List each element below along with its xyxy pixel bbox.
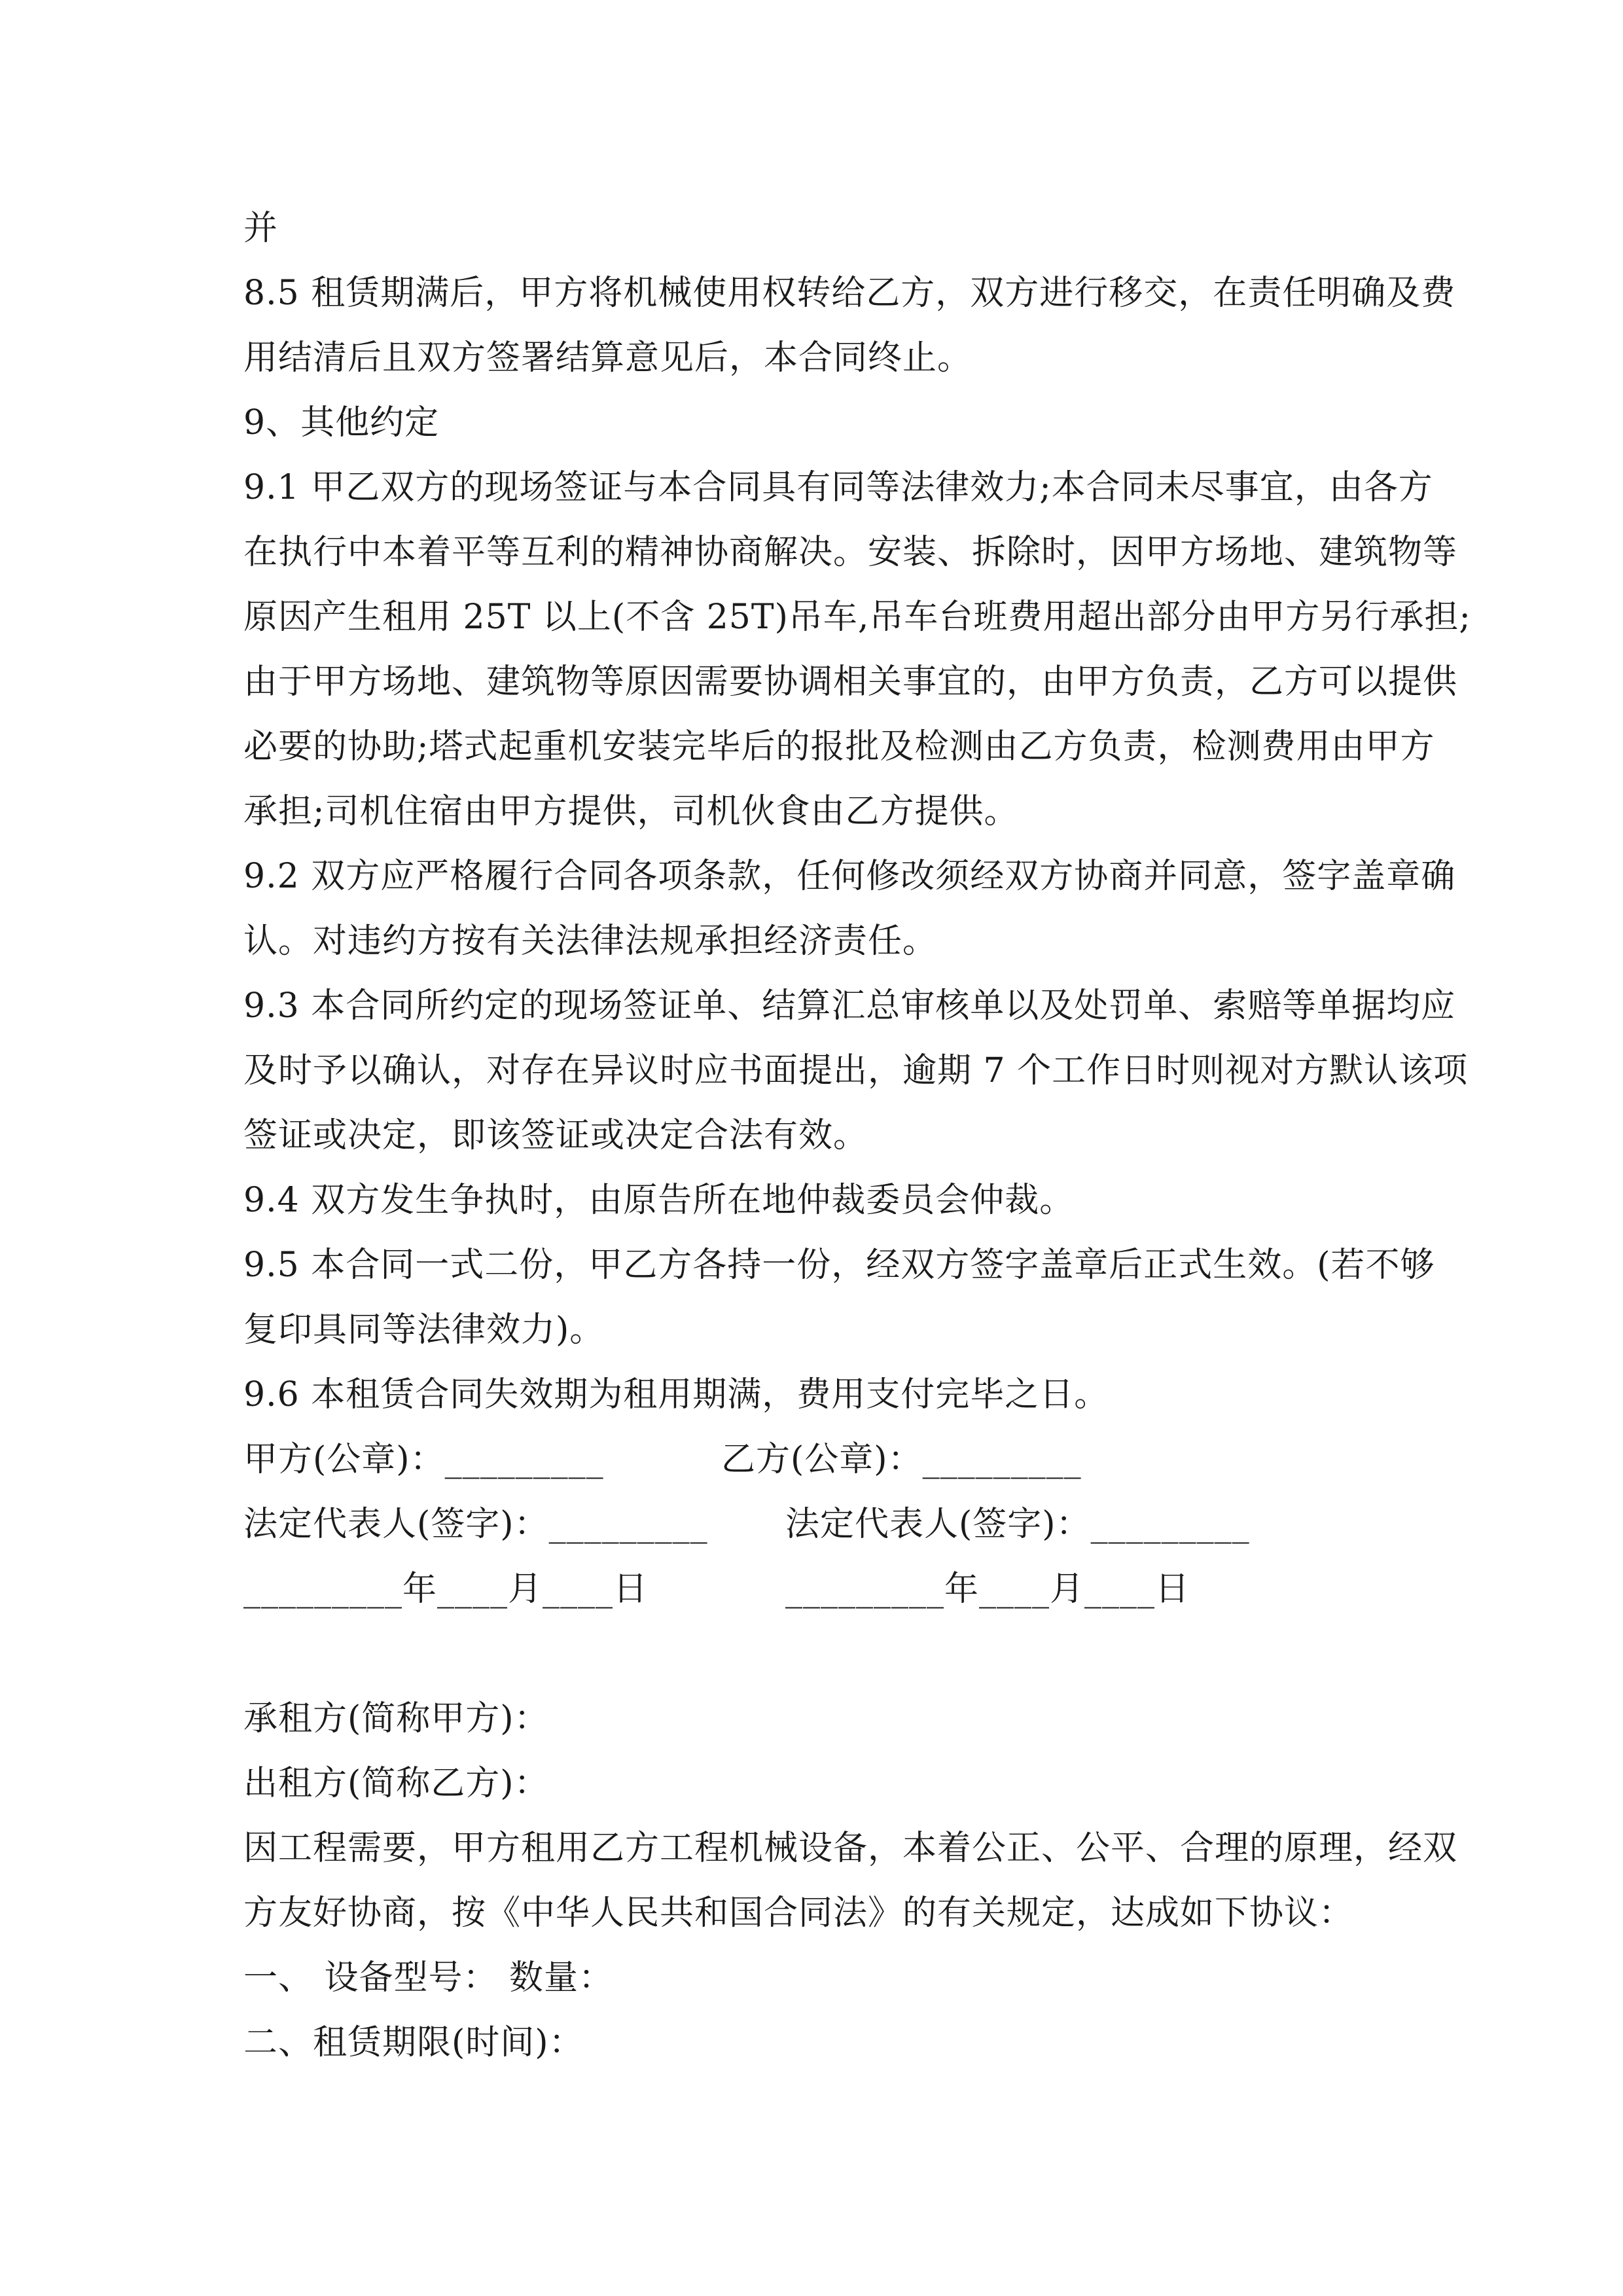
party-a-date-field: _________年____月____日 (243, 1570, 649, 1609)
text-line: 原因产生租用 25T 以上(不含 25T)吊车,吊车台班费用超出部分由甲方另行承担; (243, 598, 1471, 637)
text-line: 承担;司机住宿由甲方提供，司机伙食由乙方提供。 (243, 792, 1019, 831)
text-line: 签证或决定，即该签证或决定合法有效。 (243, 1116, 868, 1155)
clause-9-5: 9.5 本合同一式二份，甲乙方各持一份，经双方签字盖章后正式生效。(若不够 (243, 1246, 1435, 1285)
clause-9-2: 9.2 双方应严格履行合同各项条款，任何修改须经双方协商并同意，签字盖章确 (243, 857, 1456, 896)
clause-9-4: 9.4 双方发生争执时，由原告所在地仲裁委员会仲裁。 (243, 1181, 1075, 1220)
signature-date-row (243, 1557, 1382, 1622)
signature-rep-row (243, 1492, 1382, 1557)
text-line: 用结清后且双方签署结算意见后，本合同终止。 (243, 338, 972, 378)
text-line: 必要的协助;塔式起重机安装完毕后的报批及检测由乙方负责，检测费用由甲方 (243, 727, 1435, 766)
party-b-date-field: _________年____月____日 (785, 1570, 1190, 1609)
text-line: 并 (243, 209, 279, 248)
signature-seal-row (243, 1427, 1382, 1492)
text-line: 在执行中本着平等互利的精神协商解决。安装、拆除时，因甲方场地、建筑物等 (243, 533, 1458, 572)
clause-8-5: 8.5 租赁期满后，甲方将机械使用权转给乙方，双方进行移交，在责任明确及费 (243, 274, 1456, 313)
text-line: 复印具同等法律效力)。 (243, 1310, 605, 1350)
clause-9-3: 9.3 本合同所约定的现场签证单、结算汇总审核单以及处罚单、索赔等单据均应 (243, 986, 1456, 1026)
lessor-line: 出租方(简称乙方)： (243, 1764, 549, 1803)
lessee-line: 承租方(简称甲方)： (243, 1699, 549, 1738)
section-heading-2: 二、租赁期限(时间)： (243, 2023, 584, 2062)
preamble-line: 因工程需要，甲方租用乙方工程机械设备，本着公正、公平、合理的原理，经双 (243, 1829, 1458, 1868)
text-line: 认。对违约方按有关法律法规承担经济责任。 (243, 922, 938, 961)
party-b-rep-field: 法定代表人(签字)：_________ (785, 1505, 1250, 1544)
party-a-rep-field: 法定代表人(签字)：_________ (243, 1505, 708, 1544)
section-heading-9: 9、其他约定 (243, 403, 440, 442)
contract-body (243, 196, 1471, 2075)
section-heading-1: 一、 设备型号： 数量： (243, 1958, 614, 1998)
clause-9-1: 9.1 甲乙双方的现场签证与本合同具有同等法律效力;本合同未尽事宜，由各方 (243, 468, 1433, 507)
preamble-line: 方友好协商，按《中华人民共和国合同法》的有关规定，达成如下协议： (243, 1893, 1354, 1933)
text-line: 由于甲方场地、建筑物等原因需要协调相关事宜的，由甲方负责，乙方可以提供 (243, 662, 1458, 702)
clause-9-6: 9.6 本租赁合同失效期为租用期满，费用支付完毕之日。 (243, 1375, 1109, 1414)
spacer (243, 1622, 1382, 1687)
party-b-seal-field: 乙方(公章)：_________ (721, 1440, 1082, 1479)
party-a-seal-field: 甲方(公章)：_________ (243, 1440, 604, 1479)
text-line: 及时予以确认，对存在异议时应书面提出，逾期 7 个工作日时则视对方默认该项 (243, 1051, 1469, 1090)
